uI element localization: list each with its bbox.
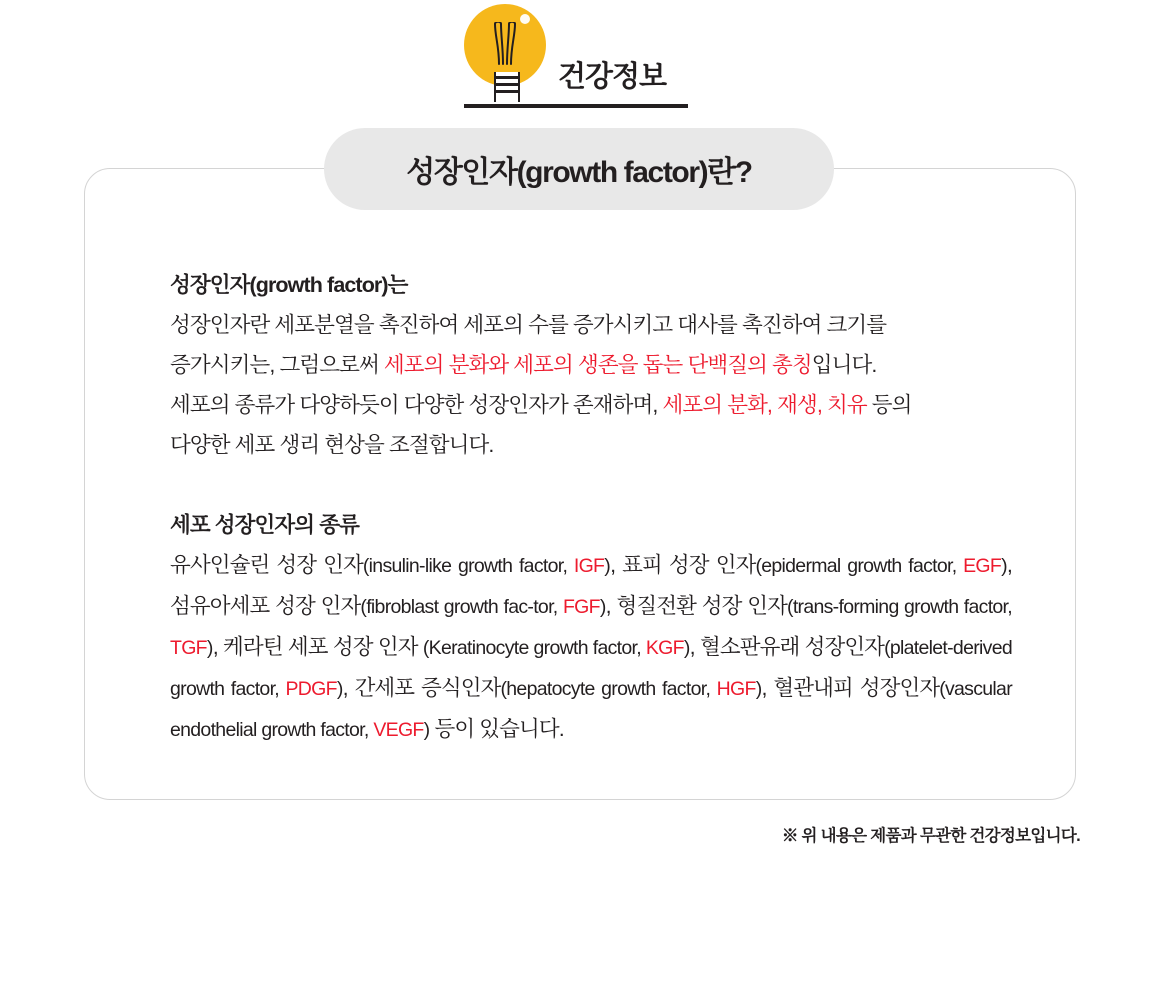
gf-en-close-3: ) <box>206 637 213 659</box>
health-info-header-inner <box>464 0 696 112</box>
page-title: 건강정보 <box>558 61 667 93</box>
section-1-line-2-b: 입니다. <box>811 353 877 377</box>
gf-tail-3: , <box>212 635 224 659</box>
lightbulb-filament-icon <box>490 22 520 66</box>
gf-abbr-hgf: HGF <box>716 678 756 700</box>
gf-name-5: 혈소판유래 성장인자 <box>699 635 885 659</box>
growth-factor-item <box>170 594 617 618</box>
gf-en-close-0: ) <box>604 555 611 577</box>
lightbulb-highlight <box>520 14 530 24</box>
gf-en-close-6: ) <box>755 678 762 700</box>
gf-en-0: (insulin-like growth factor, <box>362 555 574 577</box>
gf-abbr-vegf: VEGF <box>373 719 424 741</box>
gf-name-6: 간세포 증식인자 <box>354 676 501 700</box>
gf-name-0: 유사인슐린 성장 인자 <box>170 553 363 577</box>
header-underline <box>464 104 688 108</box>
gf-tail-5: , <box>342 676 355 700</box>
gf-abbr-igf: IGF <box>573 555 605 577</box>
section-spacer <box>170 465 1014 505</box>
gf-abbr-egf: EGF <box>963 555 1002 577</box>
gf-abbr-kgf: KGF <box>645 637 684 659</box>
section-1-line-3-a: 세포의 종류가 다양하듯이 다양한 성장인자가 존재하며, <box>170 393 663 417</box>
section-1-line-2-highlight: 세포의 분화와 세포의 생존을 돕는 단백질의 총칭 <box>383 353 812 377</box>
growth-factor-list <box>170 545 1012 750</box>
card-body <box>170 265 1014 750</box>
gf-name-4: 케라틴 세포 성장 인자 <box>223 635 423 659</box>
growth-factor-item <box>223 635 700 659</box>
section-1-line-1: 성장인자란 세포분열을 촉진하여 세포의 수를 증가시키고 대사를 촉진하여 크기를 <box>170 313 887 337</box>
disclaimer-note: ※ 위 내용은 제품과 무관한 건강정보입니다. <box>781 827 1080 845</box>
gf-en-7: (vascular endothelial growth factor, <box>170 678 1012 741</box>
gf-tail-2: , <box>605 594 617 618</box>
gf-name-3: 형질전환 성장 인자 <box>616 594 788 618</box>
gf-tail-4: , <box>689 635 700 659</box>
gf-en-1: (epidermal growth factor, <box>755 555 964 577</box>
section-1-line-3-highlight: 세포의 분화, 재생, 치유 <box>662 393 867 417</box>
gf-en-close-7: ) <box>423 719 430 741</box>
growth-factor-item <box>622 553 1012 577</box>
gf-name-1: 표피 성장 인자 <box>622 553 756 577</box>
section-1-heading: 성장인자(growth factor)는 <box>170 273 408 297</box>
gf-abbr-fgf: FGF <box>562 596 600 618</box>
section-2-heading: 세포 성장인자의 종류 <box>170 513 359 537</box>
gf-en-close-5: ) <box>336 678 343 700</box>
section-1-line-4: 다양한 세포 생리 현상을 조절합니다. <box>170 433 494 457</box>
gf-tail-0: , <box>610 553 623 577</box>
gf-en-close-1: ) <box>1001 555 1007 577</box>
gf-tail-7: 등이 있습니다. <box>429 717 564 741</box>
lightbulb-base <box>494 72 520 102</box>
gf-name-2: 섬유아세포 성장 인자 <box>170 594 361 618</box>
growth-factor-item <box>170 553 622 577</box>
gf-en-close-2: ) <box>599 596 606 618</box>
gf-en-close-4: ) <box>683 637 690 659</box>
gf-en-3: (trans-forming growth factor, <box>787 596 1012 618</box>
gf-en-4: (Keratinocyte growth factor, <box>422 637 646 659</box>
gf-tail-1: , <box>1006 553 1012 577</box>
gf-abbr-pdgf: PDGF <box>285 678 337 700</box>
growth-factor-item <box>355 676 774 700</box>
gf-name-7: 혈관내피 성장인자 <box>773 676 940 700</box>
gf-en-5: (platelet-derived growth factor, <box>170 637 1012 700</box>
gf-tail-6: , <box>761 676 774 700</box>
section-1-line-2 <box>170 345 1014 385</box>
gf-en-6: (hepatocyte growth factor, <box>500 678 717 700</box>
gf-en-2: (fibroblast growth fac-tor, <box>360 596 563 618</box>
section-1-line-3 <box>170 385 1014 425</box>
gf-abbr-tgf: TGF <box>170 637 207 659</box>
section-1-line-2-a: 증가시키는, 그럼으로써 <box>170 353 384 377</box>
lightbulb-icon <box>464 4 546 104</box>
health-info-header <box>0 0 1160 115</box>
card-title-pill: 성장인자(growth factor)란? <box>324 128 834 210</box>
section-1-line-3-b: 등의 <box>866 393 912 417</box>
